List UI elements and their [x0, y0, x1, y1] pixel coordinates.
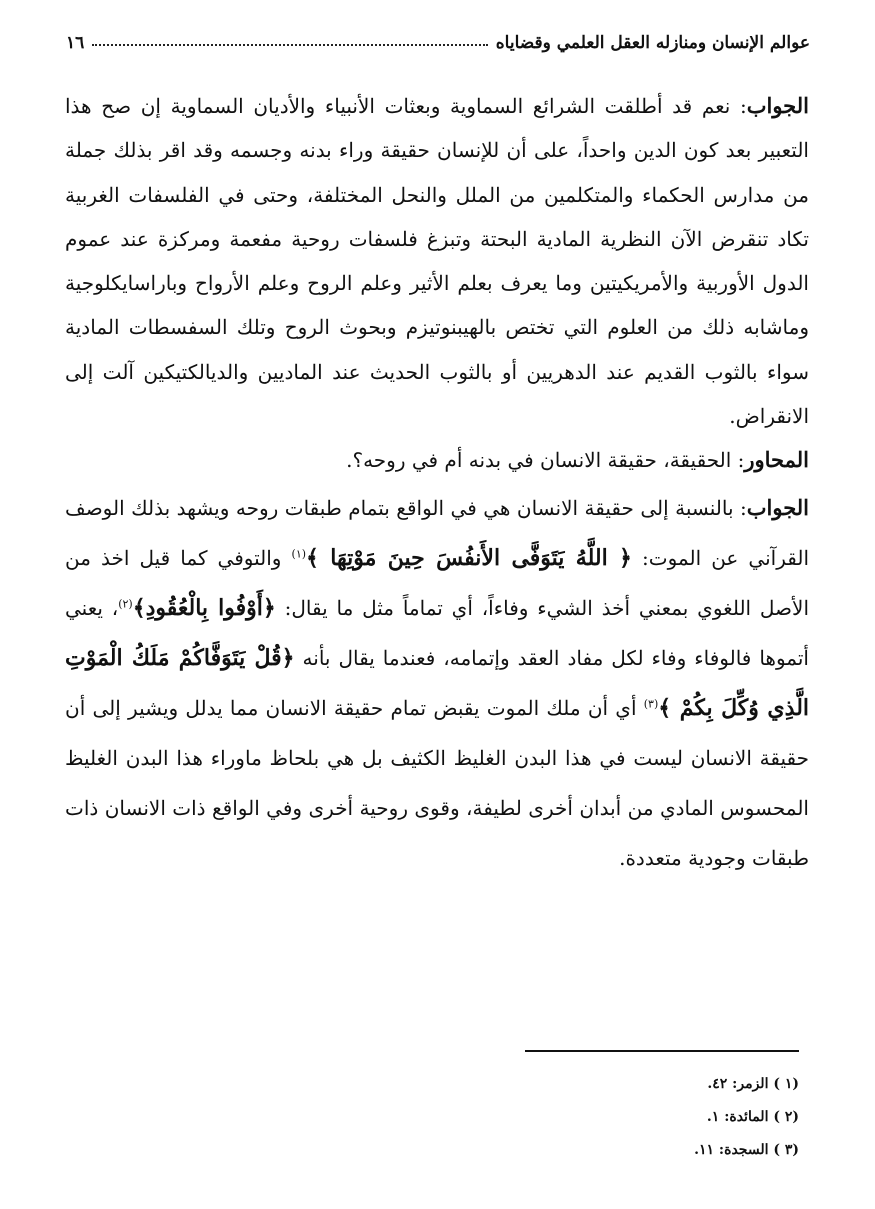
quran-verse: ﴿أَوْفُوا بِالْعُقُودِ﴾: [132, 594, 276, 621]
footnote-separator: [525, 1050, 799, 1052]
paragraph-text: ، يعني أتموها فالوفاء وفاء لكل مفاد العقد وإتمامه، فعندما يقال بأنه: [65, 595, 809, 670]
label-separator: :: [730, 94, 747, 118]
footnote-3: (٣ ) السجدة: ١١.: [694, 1142, 799, 1158]
footnote-2: (٢ ) المائدة: ١.: [706, 1109, 799, 1125]
paragraph-text: والتوفي كما قيل اخذ من الأصل اللغوي بمعني أخذ الشيء وفاءاً، أي تماماً مثل ما يقال:: [65, 545, 810, 620]
paragraph-text: بالنسبة إلى حقيقة الانسان هي في الواقع بتمام طبقات روحه ويشهد بذلك الوصف القرآني عن الموت:: [65, 495, 810, 570]
speaker-label: الجواب: [746, 93, 809, 118]
speaker-label: المحاور: [744, 447, 809, 473]
interlocutor-question: [65, 438, 809, 482]
header-dot-leader: [92, 44, 488, 46]
answer-paragraph-1: [65, 84, 809, 438]
footnote-ref: (٣): [643, 697, 659, 711]
footnotes: [399, 1068, 799, 1167]
body-text: [65, 84, 809, 883]
label-separator: :: [731, 448, 745, 473]
paragraph-text: أي أن ملك الموت يقبض تمام حقيقة الانسان مما يدلل ويشير إلى أن حقيقة الانسان ليست في هذا البدن الغليظ الكثيف بل هي بلحاظ ماوراء هذا البدن الغليظ المحسوس المادي من أبدان أخرى لطيفة، وقوى روحية أخرى وفي الواقع ذات الانسان ذات طبقات وجودية متعددة.: [65, 695, 809, 870]
speaker-label: الجواب: [746, 494, 809, 520]
answer-paragraph-2: [65, 483, 809, 883]
footnote-ref: (١): [291, 547, 307, 561]
header-title: عوالم الإنسان ومنازله العقل العلمي وقضاياه: [495, 33, 810, 53]
running-header: [66, 28, 810, 58]
page-number: ١٦: [66, 33, 85, 53]
quran-verse: ﴿ اللَّهُ يَتَوَفَّى الأَنفُسَ حِينَ مَوْتِهَا ﴾: [306, 544, 632, 571]
footnote-1: (١ ) الزمر: ٤٢.: [707, 1076, 799, 1092]
footnote-ref: (٢): [118, 597, 133, 611]
label-separator: :: [733, 495, 747, 520]
paragraph-text: نعم قد أطلقت الشرائع السماوية وبعثات الأنبياء والأديان السماوية إن صح هذا التعبير بعد كون الدين واحداً، على أن للإنسان حقيقة وراء بدنه وجسمه وقد اقر بذلك جملة من مدارس الحكماء والمتكلمين من الملل والنحل المختلفة، وحتى في الفلسفات الغربية تكاد تنقرض الآن النظرية المادية البحتة وتبزغ فلسفات روحية مفعمة ومركزة عند عموم الدول الأوربية والأمريكيتين وما يعرف بعلم الأثير وعلم الروح وعلم الأرواح وباراسايكلوجية وماشابه ذلك من العلوم التي تختص بالهيبنوتيزم وبحوث الروح وتلك السفسطات المادية سواء بالثوب القديم عند الدهريين أو بالثوب الحديث عند الماديين والديالكتيكين آلت إلى الانقراض.: [65, 94, 809, 429]
quran-verse: ﴿قُلْ يَتَوَفَّاكُمْ مَلَكُ الْمَوْتِ الَّذِي وُكِّلَ بِكُمْ ﴾: [65, 644, 810, 721]
paragraph-text: الحقيقة، حقيقة الانسان في بدنه أم في روحه؟.: [346, 448, 732, 473]
